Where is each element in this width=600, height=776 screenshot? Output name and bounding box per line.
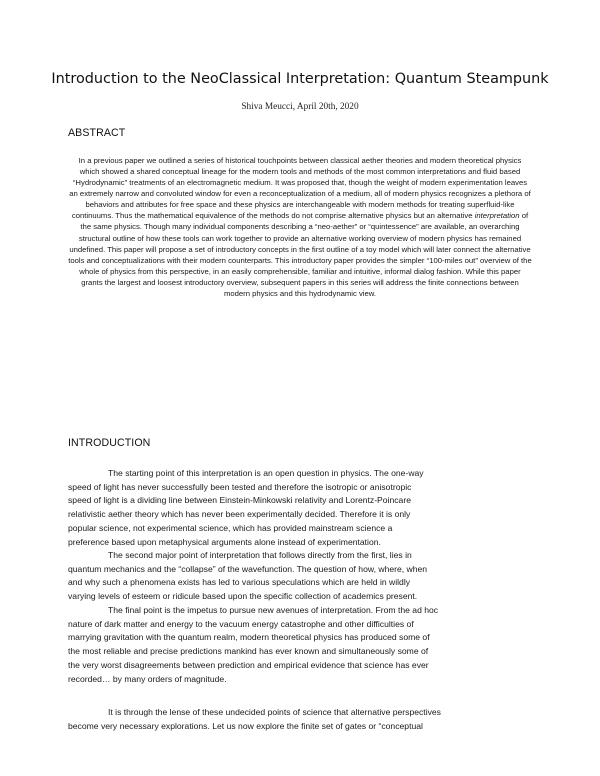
abstract-emphasis: interpretation (474, 211, 520, 221)
author-line: Shiva Meucci, April 20th, 2020 (241, 102, 359, 112)
text-line: the very worst disagreements between prediction and empirical evidence that science has ever (68, 659, 429, 670)
text-line: quantum mechanics and the “collapse” of the wavefunction. The question of how, where, when (68, 563, 428, 574)
intro-paragraph-2 (68, 549, 532, 604)
introduction-heading: INTRODUCTION (68, 437, 151, 449)
abstract-text (68, 155, 532, 299)
text-line: recorded… by many orders of magnitude. (68, 673, 227, 684)
text-line: relativistic aether theory which has never been experimentally decided. Therefore it is only (68, 509, 411, 520)
text-line: become very necessary explorations. Let us now explore the finite set of gates or “conceptual (68, 720, 423, 731)
text-line: the most reliable and precise predictions mankind has ever known and simultaneously some of (68, 646, 429, 657)
abstract-text-part1: In a previous paper we outlined a series of historical touchpoints between classical aether theories and modern theoretical physics which showed a shared conceptual lineage for the modern tools and methods of the most common interpretations and fluid based “Hydrodynamic” treatments of an electromagnetic medium. It was proposed that, though the weight of modern experimentation leaves an extremely narrow and convoluted window for even a reconceptualization of a medium, all of modern physics recognizes a plethora of behaviors and attributes for free space and these physics are interchangeable with modern methods for treating superfluid-like continuums. Thus the mathematical equivalence of the methods do not comprise alternative physics but an alternative (69, 156, 531, 221)
text-line: It is through the lense of these undecided points of science that alternative perspectives (108, 707, 441, 717)
text-line: speed of light has never successfully been tested and therefore the isotropic or anisotropic (68, 481, 412, 492)
intro-paragraph-3 (68, 604, 532, 686)
text-line: The final point is the impetus to pursue new avenues of interpretation. From the ad hoc (108, 605, 439, 615)
paper-title: Introduction to the NeoClassical Interpretation: Quantum Steampunk (51, 71, 549, 87)
intro-paragraph-1 (68, 467, 532, 549)
abstract-text-part2: of the same physics. Though many individual components describing a “neo-aether” or “quintessence” are available, an overarching structural outline of how these tools can work together to provide an alternative working overview of modern physics has remained undefined. This paper will propose a set of introductory concepts in the first outline of a toy model which will later connect the alternative tools and conceptualizations with their modern counterparts. This introductory paper provides the simpler “100-miles out” overview of the whole of physics from this perspective, in an easily comprehensible, familiar and intuitive, informal dialog fashion. While this paper grants the largest and loosest introductory overview, subsequent papers in this series will address the finite connections between modern physics and this hydrodynamic view. (68, 211, 532, 298)
intro-paragraph-4 (68, 706, 532, 733)
abstract-heading: ABSTRACT (68, 127, 126, 139)
text-line: The second major point of interpretation that follows directly from the first, lies in (108, 550, 412, 560)
text-line: and why such a phenomena exists has led to various speculations which are held in wildly (68, 577, 411, 588)
text-line: varying levels of esteem or ridicule based upon the specific collection of academics present. (68, 591, 418, 602)
text-line: nature of dark matter and energy to the vacuum energy catastrophe and other difficulties of (68, 618, 414, 629)
text-line: preference based upon metaphysical arguments alone instead of experimentation. (68, 536, 381, 547)
text-line: speed of light is a dividing line between Einstein-Minkowski relativity and Lorentz-Poincare (68, 495, 411, 506)
text-line: marrying gravitation with the quantum realm, modern theoretical physics has produced some of (68, 632, 430, 643)
text-line: The starting point of this interpretation is an open question in physics. The one-way (108, 468, 424, 478)
text-line: popular science, not experimental science, which has provided mainstream science a (68, 522, 393, 533)
